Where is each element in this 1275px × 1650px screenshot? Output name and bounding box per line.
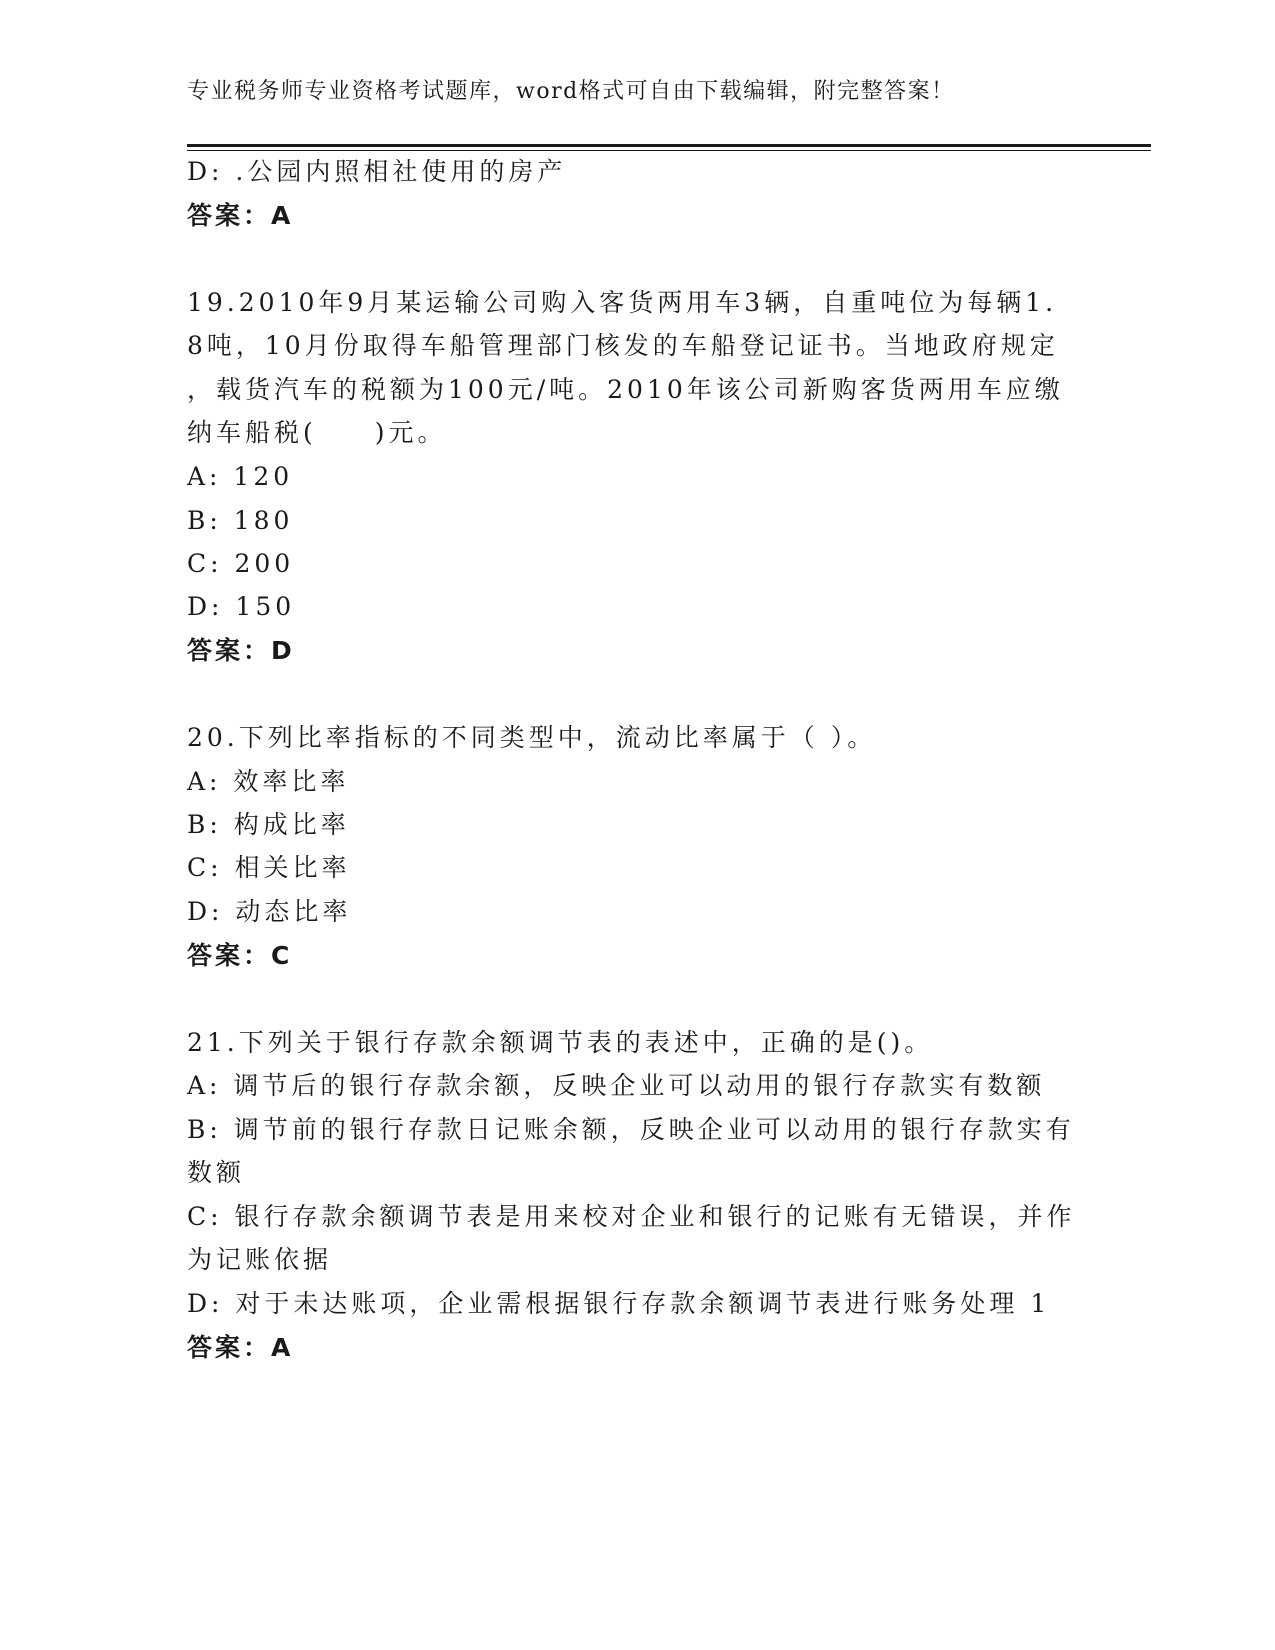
header-rule-thick [187,144,1151,147]
q19-text-line-2: 8吨，10月份取得车船管理部门核发的车船登记证书。当地政府规定 [187,331,1059,360]
q20-option-d: D: 动态比率 [187,897,352,926]
q21-option-c-cont: 为记账依据 [187,1245,333,1274]
header-rule-thin [187,150,1151,151]
prev-option-d: D: .公园内照相社使用的房产 [187,157,567,186]
q20-answer: 答案：C [187,941,293,970]
q20-option-a: A: 效率比率 [187,767,350,796]
q21-option-b-cont: 数额 [187,1158,246,1187]
q21-option-c: C: 银行存款余额调节表是用来校对企业和银行的记账有无错误，并作 [187,1202,1076,1231]
q21-option-b: B: 调节前的银行存款日记账余额，反映企业可以动用的银行存款实有 [187,1115,1075,1144]
q21-option-a: A: 调节后的银行存款余额，反映企业可以动用的银行存款实有数额 [187,1071,1046,1100]
q19-text-line-3: ，载货汽车的税额为100元/吨。2010年该公司新购客货两用车应缴 [187,375,1064,404]
q20-option-b: B: 构成比率 [187,810,350,839]
q19-option-d: D: 150 [187,592,296,621]
q21-answer: 答案：A [187,1333,294,1362]
q21-question: 21.下列关于银行存款余额调节表的表述中，正确的是()。 [187,1028,934,1057]
q19-answer: 答案：D [187,636,295,665]
q19-option-a: A: 120 [187,462,294,491]
q20-question: 20.下列比率指标的不同类型中，流动比率属于（ ）。 [187,723,877,752]
q21-option-d: D: 对于未达账项，企业需根据银行存款余额调节表进行账务处理 1 [187,1289,1051,1318]
q20-option-c: C: 相关比率 [187,853,351,882]
q19-option-c: C: 200 [187,549,295,578]
q19-option-b: B: 180 [187,506,294,535]
q19-text-line-4: 纳车船税( )元。 [187,418,447,447]
page-header: 专业税务师专业资格考试题库，word格式可自由下载编辑，附完整答案！ [187,79,955,104]
q19-text-line-1: 19.2010年9月某运输公司购入客货两用车3辆，自重吨位为每辆1. [187,288,1058,317]
prev-answer: 答案：A [187,201,294,230]
